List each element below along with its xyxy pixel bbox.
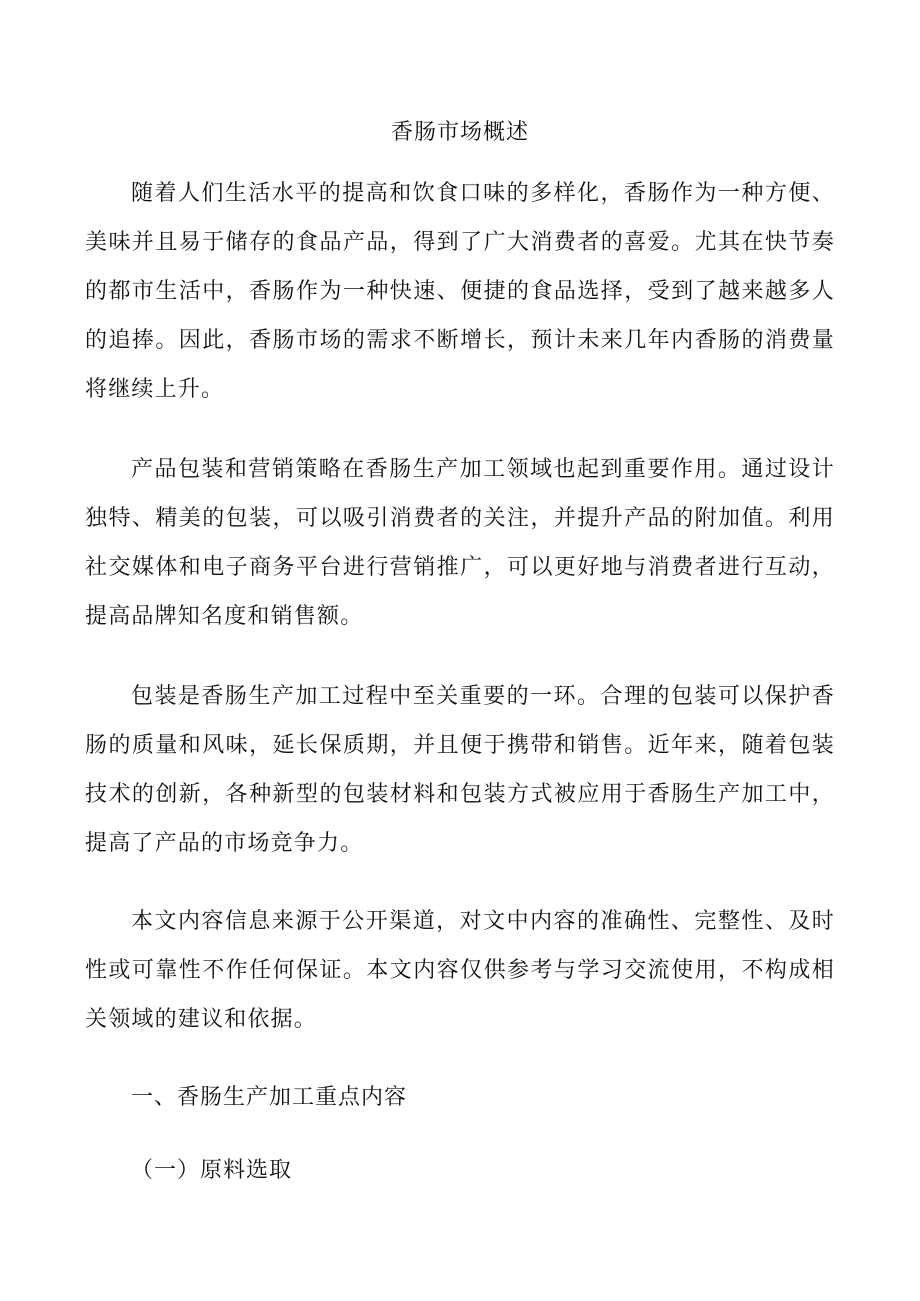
subsection-heading: （一）原料选取	[131, 1158, 293, 1183]
paragraph-market-demand: 随着人们生活水平的提高和饮食口味的多样化，香肠作为一种方便、美味并且易于储存的食品产品，得到了广大消费者的喜爱。尤其在快节奏的都市生活中，香肠作为一种快速、便捷的食品选择，受到了越来越多人的追捧。因此，香肠市场的需求不断增长，预计未来几年内香肠的消费量将继续上升。	[85, 181, 835, 402]
paragraph-packaging-importance: 包装是香肠生产加工过程中至关重要的一环。合理的包装可以保护香肠的质量和风味，延长保质期，并且便于携带和销售。近年来，随着包装技术的创新，各种新型的包装材料和包装方式被应用于香肠生产加工中，提高了产品的市场竞争力。	[85, 684, 835, 856]
document-title: 香肠市场概述	[390, 120, 529, 145]
paragraph-packaging-marketing: 产品包装和营销策略在香肠生产加工领域也起到重要作用。通过设计独特、精美的包装，可以吸引消费者的关注，并提升产品的附加值。利用社交媒体和电子商务平台进行营销推广，可以更好地与消费者进行互动，提高品牌知名度和销售额。	[85, 457, 835, 629]
section-heading: 一、香肠生产加工重点内容	[131, 1085, 408, 1110]
paragraph-disclaimer: 本文内容信息来源于公开渠道，对文中内容的准确性、完整性、及时性或可靠性不作任何保证。本文内容仅供参考与学习交流使用，不构成相关领域的建议和依据。	[85, 909, 835, 1032]
